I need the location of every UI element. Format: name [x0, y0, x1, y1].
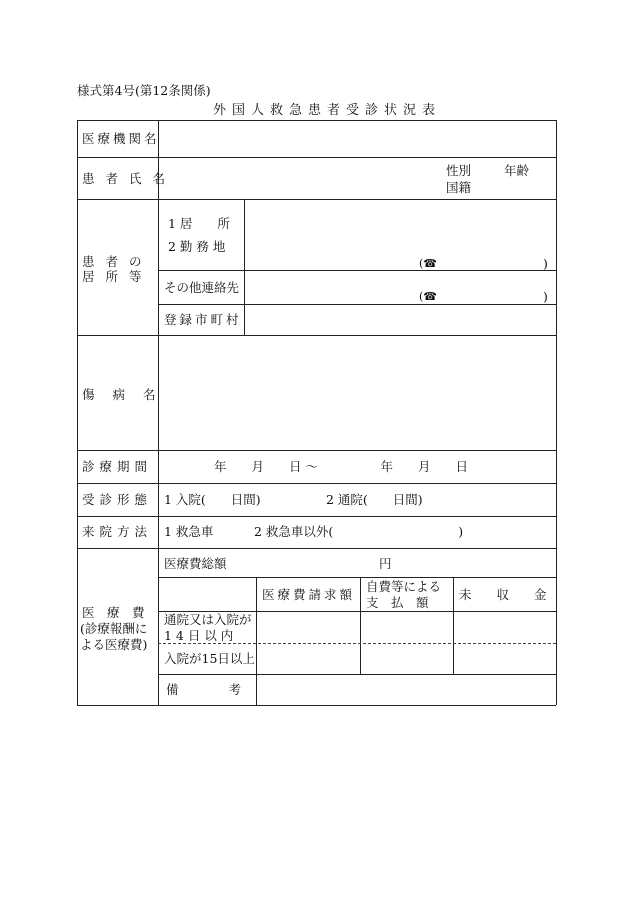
- disease-label: 傷病名: [82, 387, 174, 402]
- remarks-field[interactable]: [258, 676, 554, 704]
- self-pay-header-1: 自費等による: [366, 579, 442, 594]
- over15-selfpay-cell[interactable]: [362, 645, 452, 673]
- institution-label: 医療機関名: [82, 131, 160, 146]
- disease-field[interactable]: [160, 337, 554, 449]
- within14-billed-cell[interactable]: [258, 613, 359, 642]
- form-outpatient-option[interactable]: 2 通院( 日間): [326, 492, 423, 507]
- uncollected-header: 未 収 金: [459, 587, 547, 602]
- within14-label-1: 通院又は入院が: [164, 612, 252, 627]
- costs-label-2: (診療報酬に: [80, 621, 148, 636]
- total-cost-label: 医療費総額: [164, 556, 227, 571]
- costs-label-1: 医 療 費: [82, 605, 145, 620]
- address-field[interactable]: [246, 201, 554, 269]
- page-title: 外国人救急患者受診状況表: [213, 103, 442, 118]
- yen-unit: 円: [379, 556, 392, 571]
- other-phone-open: (☎: [419, 290, 437, 303]
- address-option-workplace: 2 勤 務 地: [168, 239, 226, 254]
- municipality-field[interactable]: [246, 306, 554, 334]
- over15-label: 入院が15日以上: [164, 651, 255, 666]
- form-inpatient-option[interactable]: 1 入院( 日間): [164, 492, 261, 507]
- other-phone-close: ): [543, 289, 548, 304]
- over15-billed-cell[interactable]: [258, 645, 359, 673]
- institution-field[interactable]: [160, 122, 554, 156]
- form-number: 様式第4号(第12条関係): [77, 83, 211, 98]
- arrival-ambulance-option[interactable]: 1 救急車: [164, 524, 214, 539]
- residence-label-2: 居所等: [82, 269, 153, 284]
- patient-name-label: 患者氏名: [82, 171, 177, 186]
- residence-label-1: 患者の: [82, 254, 153, 269]
- period-label: 診療期間: [82, 459, 153, 474]
- within14-label-2: 1 4 日 以 内: [164, 628, 234, 643]
- other-contact-label: その他連絡先: [164, 280, 240, 295]
- costs-label-3: よる医療費): [80, 637, 148, 652]
- patient-name-field[interactable]: [160, 159, 440, 198]
- within14-uncollected-cell[interactable]: [455, 613, 554, 642]
- period-value[interactable]: 年 月 日 ～ 年 月 日: [214, 459, 468, 474]
- age-label: 年齢: [504, 163, 530, 178]
- arrival-label: 来院方法: [82, 524, 153, 539]
- phone-open: (☎: [419, 257, 437, 270]
- phone-close: ): [543, 256, 548, 271]
- within14-selfpay-cell[interactable]: [362, 613, 452, 642]
- remarks-label: 備 考: [166, 682, 242, 697]
- address-option-residence: 1 居 所: [168, 216, 230, 231]
- self-pay-header-2: 支 払 額: [366, 595, 429, 610]
- arrival-other-option[interactable]: 2 救急車以外( ): [254, 524, 464, 539]
- form-of-care-label: 受診形態: [82, 492, 153, 507]
- over15-uncollected-cell[interactable]: [455, 645, 554, 673]
- other-contact-field[interactable]: [246, 272, 554, 303]
- total-cost-field[interactable]: [240, 550, 554, 576]
- sex-label: 性別: [446, 163, 472, 178]
- billed-header: 医療費請求額: [262, 587, 356, 602]
- municipality-label: 登録市町村: [164, 312, 242, 327]
- nationality-label: 国籍: [446, 180, 472, 195]
